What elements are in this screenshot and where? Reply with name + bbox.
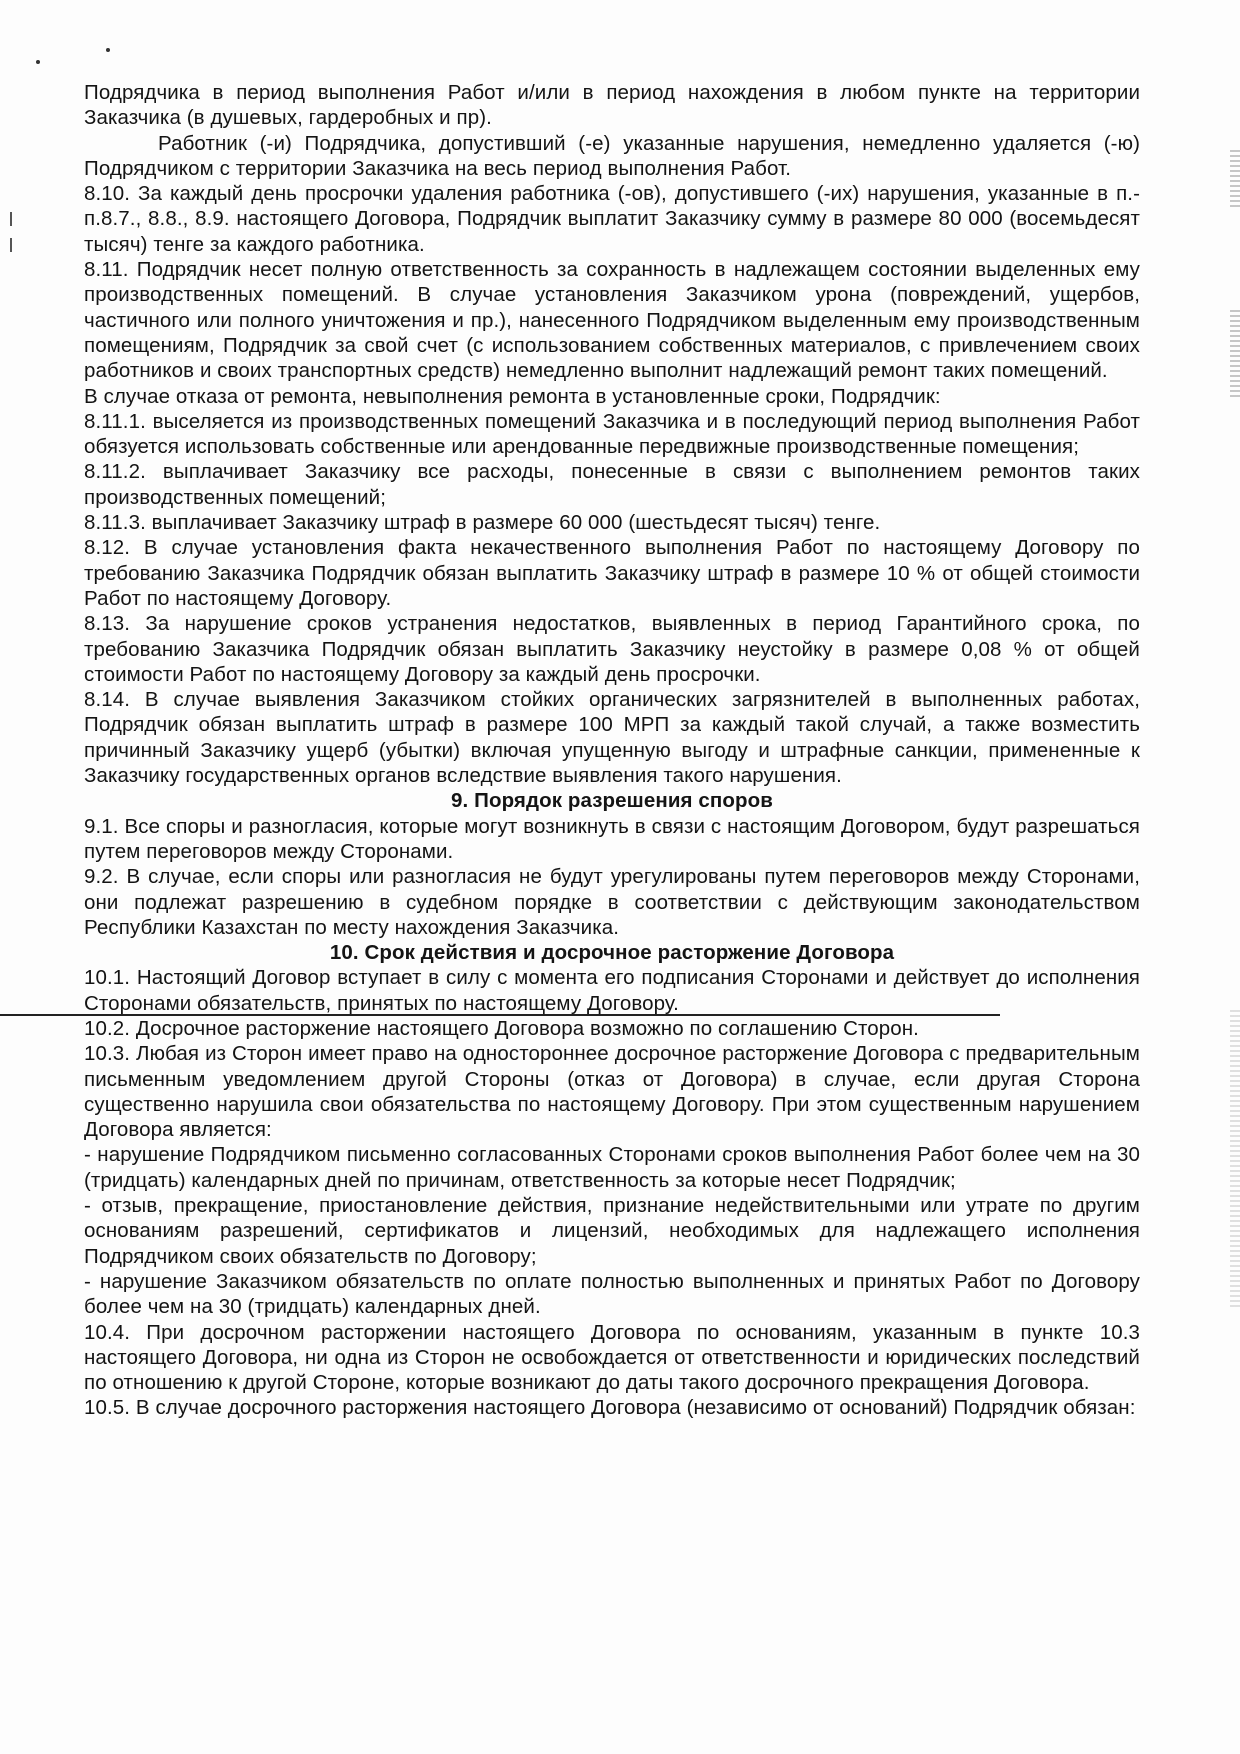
paragraph: 8.13. За нарушение сроков устранения недостатков, выявленных в период Гарантийного срока, по требованию Заказчика Подрядчик обязан выплатить Заказчику неустойку в размере 0,08 % от общей стоимости Работ по настоящему Договору за каждый день просрочки.	[84, 612, 1140, 686]
scan-speck	[106, 48, 110, 52]
paragraph: 10.3. Любая из Сторон имеет право на одностороннее досрочное расторжение Договора с предварительным письменным уведомлением другой Стороны (отказ от Договора) в случае, если другая Сторона существенно нарушила свои обязательства по настоящему Договору. При этом существенным нарушением Договора является:	[84, 1042, 1140, 1142]
paragraph: 8.11.2. выплачивает Заказчику все расходы, понесенные в связи с выполнением ремонтов таких производственных помещений;	[84, 460, 1140, 509]
section-heading: 9. Порядок разрешения споров	[451, 789, 773, 813]
scan-speck	[36, 60, 40, 64]
scan-margin-mark	[10, 238, 12, 252]
paragraph: - отзыв, прекращение, приостановление действия, признание недействительными или утрате по другим основаниям разрешений, сертификатов и лицензий, необходимых для надлежащего исполнения Подрядчиком своих обязательств по Договору;	[84, 1194, 1140, 1268]
paragraph: 10.4. При досрочном расторжении настоящего Договора по основаниям, указанным в пункте 10.3 настоящего Договора, ни одна из Сторон не освобождается от ответственности и юридических последствий по отношению к другой Стороне, которые возникают до даты такого досрочного прекращения Договора.	[84, 1320, 1140, 1395]
paragraph: 9.2. В случае, если споры или разногласия не будут урегулированы путем переговоров между Сторонами, они подлежат разрешению в судебном порядке в соответствии с действующим законодательством Республики Казахстан по месту нахождения Заказчика.	[84, 865, 1140, 939]
paragraph: 8.12. В случае установления факта некачественного выполнения Работ по настоящему Договору по требованию Заказчика Подрядчик обязан выплатить Заказчику штраф в размере 10 % от общей стоимости Работ по настоящему Договору.	[84, 536, 1140, 610]
document-body	[84, 80, 1140, 1421]
paragraph: 8.11.1. выселяется из производственных помещений Заказчика и в последующий период выполнения Работ обязуется использовать собственные или арендованные передвижные производственные помещения;	[84, 409, 1140, 459]
paragraph: - нарушение Подрядчиком письменно согласованных Сторонами сроков выполнения Работ более чем на 30 (тридцать) календарных дней по причинам, ответственность за которые несет Подрядчик;	[84, 1143, 1140, 1192]
scan-right-edge	[1230, 150, 1240, 210]
scan-right-edge	[1230, 310, 1240, 400]
paragraph: Работник (-и) Подрядчика, допустивший (-е) указанные нарушения, немедленно удаляется (-ю) Подрядчиком с территории Заказчика на весь период выполнения Работ.	[84, 131, 1140, 180]
scan-right-edge	[1230, 1010, 1240, 1310]
paragraph: 8.11.3. выплачивает Заказчику штраф в размере 60 000 (шестьдесят тысяч) тенге.	[84, 511, 881, 535]
paragraph: Подрядчика в период выполнения Работ и/или в период нахождения в любом пункте на территории Заказчика (в душевых, гардеробных и пр).	[84, 81, 1140, 130]
paragraph: 8.14. В случае выявления Заказчиком стойких органических загрязнителей в выполненных работах, Подрядчик обязан выплатить штраф в размере 100 МРП за каждый такой случай, а также возместить причинный Заказчику ущерб (убытки) включая упущенную выгоду и штрафные санкции, примененные к Заказчику государственных органов вследствие выявления такого нарушения.	[84, 688, 1140, 788]
paragraph: 10.1. Настоящий Договор вступает в силу с момента его подписания Сторонами и действует до исполнения Сторонами обязательств, принятых по настоящему Договору.	[84, 966, 1140, 1015]
paragraph: 10.5. В случае досрочного расторжения настоящего Договора (независимо от оснований) Подрядчик обязан:	[84, 1396, 1136, 1420]
paragraph: 8.11. Подрядчик несет полную ответственность за сохранность в надлежащем состоянии выделенных ему производственных помещений. В случае установления Заказчиком урона (повреждений, ущербов, частичного или полного уничтожения и пр.), нанесенного Подрядчиком выделенным ему производственным помещениям, Подрядчик за свой счет (с использованием собственных материалов, с привлечением своих работников и своих транспортных средств) немедленно выполнит надлежащий ремонт таких помещений.	[84, 258, 1140, 383]
paragraph: 8.10. За каждый день просрочки удаления работника (-ов), допустившего (-их) нарушения, указанные в п.-п.8.7., 8.8., 8.9. настоящего Договора, Подрядчик выплатит Заказчику сумму в размере 80 000 (восемьдесят тысяч) тенге за каждого работника.	[84, 182, 1140, 256]
paragraph: 9.1. Все споры и разногласия, которые могут возникнуть в связи с настоящим Договором, будут разрешаться путем переговоров между Сторонами.	[84, 814, 1140, 863]
paragraph: 10.2. Досрочное расторжение настоящего Договора возможно по соглашению Сторон.	[84, 1016, 919, 1040]
section-heading: 10. Срок действия и досрочное расторжение Договора	[329, 941, 895, 965]
paragraph: - нарушение Заказчиком обязательств по оплате полностью выполненных и принятых Работ по Договору более чем на 30 (тридцать) календарных дней.	[84, 1269, 1140, 1319]
paragraph: В случае отказа от ремонта, невыполнения ремонта в установленные сроки, Подрядчик:	[84, 384, 941, 408]
scan-margin-mark	[10, 212, 12, 226]
